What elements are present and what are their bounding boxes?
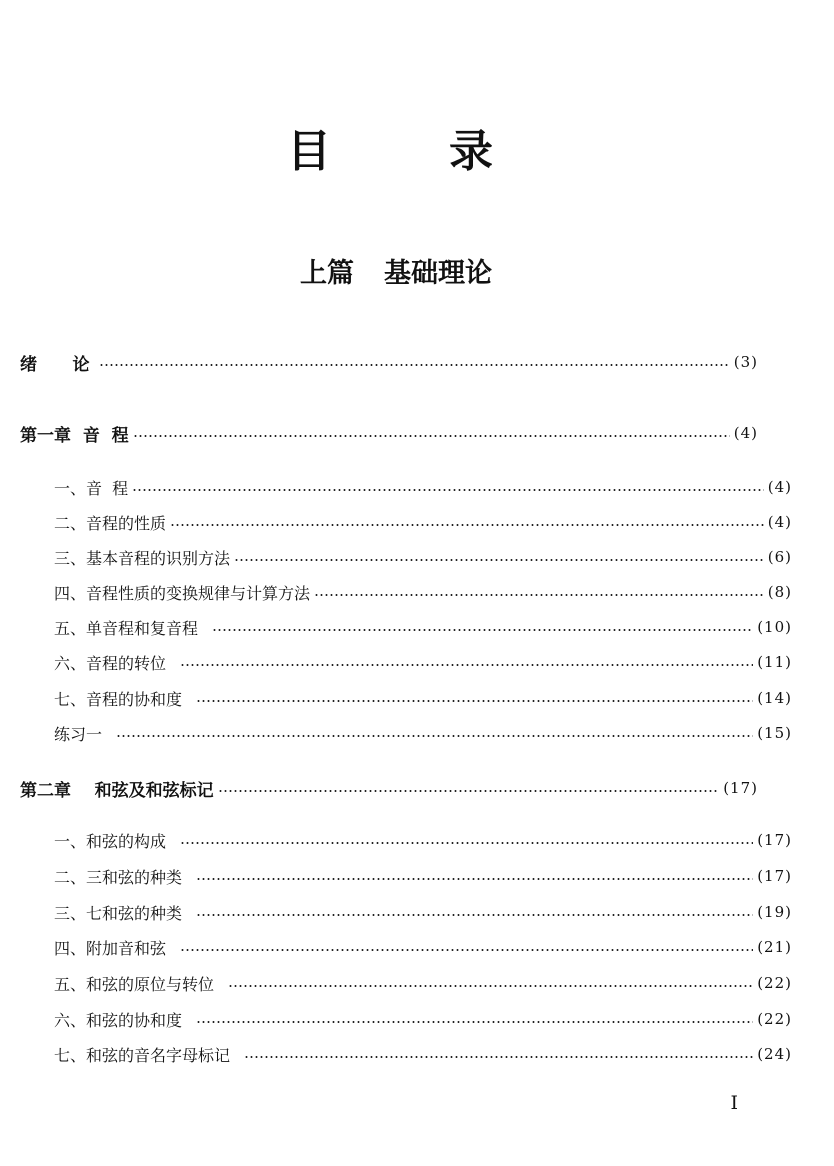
toc-entry-section[interactable]: [0, 577, 834, 607]
toc-entry-label: 二、三和弦的种类: [54, 867, 193, 887]
toc-page-number: (10): [757, 618, 792, 636]
dot-leader: [234, 559, 764, 561]
part-title: [0, 252, 780, 296]
toc-page-number: (22): [757, 974, 792, 992]
dot-leader: [196, 1021, 753, 1023]
toc-page-number: (24): [757, 1045, 792, 1063]
toc-page-number: (17): [757, 831, 792, 849]
dot-leader: [180, 842, 753, 844]
toc-entry-section[interactable]: [0, 683, 834, 713]
dot-leader: [133, 435, 730, 437]
toc-entry-section[interactable]: [0, 932, 834, 962]
dot-leader: [228, 985, 753, 987]
dot-leader: [116, 735, 753, 737]
dot-leader: [99, 364, 729, 366]
toc-entry-chapter-2[interactable]: [0, 773, 800, 803]
toc-entry-section[interactable]: [0, 1039, 834, 1069]
part-number: 上篇: [300, 258, 354, 289]
toc-entry-section[interactable]: [0, 825, 834, 855]
toc-entry-label: 七、音程的协和度: [54, 689, 193, 709]
toc-page-number: (14): [757, 689, 792, 707]
toc-page-number: (17): [723, 779, 758, 797]
toc-page-number: (21): [757, 938, 792, 956]
toc-page-number: (4): [733, 424, 758, 442]
toc-entry-label: 一、和弦的构成: [54, 831, 177, 851]
toc-entry-chapter-1[interactable]: [0, 418, 800, 448]
toc-page-number: (4): [767, 513, 792, 531]
toc-entry-label: 绪 论: [20, 354, 96, 375]
toc-entry-label: 二、音程的性质: [54, 513, 167, 533]
dot-leader: [218, 790, 720, 792]
dot-leader: [196, 700, 753, 702]
dot-leader: [314, 594, 764, 596]
toc-entry-label: 第二章 和弦及和弦标记: [20, 780, 214, 801]
toc-entry-label: 第一章 音 程: [20, 425, 129, 446]
dot-leader: [132, 489, 764, 491]
toc-entry-label: 三、七和弦的种类: [54, 903, 193, 923]
toc-entry-exercise[interactable]: [0, 718, 834, 748]
toc-entry-section[interactable]: [0, 507, 834, 537]
toc-entry-section[interactable]: [0, 968, 834, 998]
page-title: 目录: [287, 126, 611, 177]
dot-leader: [180, 949, 753, 951]
toc-entry-label: 六、和弦的协和度: [54, 1010, 193, 1030]
toc-page-number: (22): [757, 1010, 792, 1028]
dot-leader: [212, 629, 753, 631]
toc-entry-section[interactable]: [0, 472, 834, 502]
toc-page-number: (15): [757, 724, 792, 742]
toc-entry-section[interactable]: [0, 542, 834, 572]
toc-entry-label: 练习一: [54, 724, 113, 744]
dot-leader: [244, 1056, 753, 1058]
toc-page-number: (17): [757, 867, 792, 885]
toc-page-number: (19): [757, 903, 792, 921]
toc-page-number: (8): [767, 583, 792, 601]
toc-entry-label: 一、音 程: [54, 478, 129, 498]
toc-entry-introduction[interactable]: [0, 347, 800, 377]
toc-entry-label: 三、基本音程的识别方法: [54, 548, 231, 568]
dot-leader: [196, 914, 753, 916]
toc-entry-section[interactable]: [0, 861, 834, 891]
toc-entry-label: 五、单音程和复音程: [54, 618, 209, 638]
toc-entry-label: 四、附加音和弦: [54, 938, 177, 958]
toc-entry-section[interactable]: [0, 612, 834, 642]
toc-page-number: (6): [767, 548, 792, 566]
toc-entry-label: 六、音程的转位: [54, 653, 177, 673]
toc-page-number: (3): [733, 353, 758, 371]
page-folio: I: [730, 1092, 738, 1114]
toc-entry-section[interactable]: [0, 897, 834, 927]
toc-entry-section[interactable]: [0, 1004, 834, 1034]
toc-page-number: (11): [757, 653, 792, 671]
dot-leader: [196, 878, 753, 880]
toc-entry-label: 七、和弦的音名字母标记: [54, 1045, 241, 1065]
dot-leader: [170, 524, 764, 526]
toc-entry-label: 五、和弦的原位与转位: [54, 974, 225, 994]
toc-entry-section[interactable]: [0, 647, 834, 677]
part-name: 基础理论: [384, 258, 492, 289]
toc-entry-label: 四、音程性质的变换规律与计算方法: [54, 583, 311, 603]
toc-page-number: (4): [767, 478, 792, 496]
dot-leader: [180, 664, 753, 666]
